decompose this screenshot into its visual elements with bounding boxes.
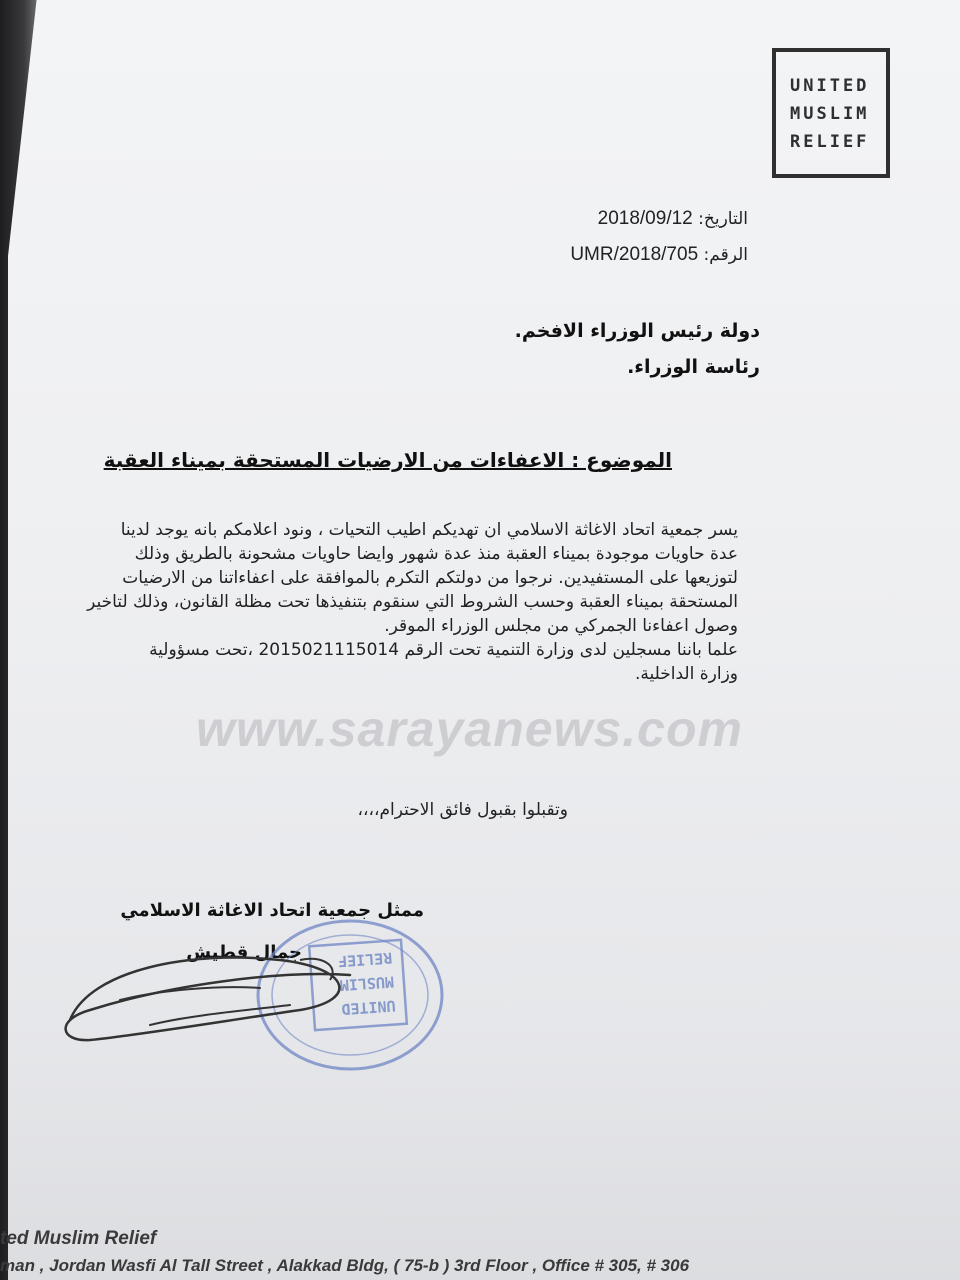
date-value: 2018/09/12: [597, 208, 693, 229]
reference-label: الرقم:: [703, 245, 748, 265]
date-label: التاريخ:: [698, 209, 748, 229]
addressee-line-2: رئاسة الوزراء.: [627, 356, 760, 378]
stamp-line-3: RELIEF: [337, 948, 393, 971]
signatory-organization: ممثل جمعية اتحاد الاغاثة الاسلامي: [120, 900, 424, 921]
reference-row: [570, 244, 748, 266]
body-line: علما باننا مسجلين لدى وزارة التنمية تحت الرقم 2015021115014 ،تحت مسؤولية: [149, 640, 738, 660]
footer-organization: ted Muslim Relief: [0, 1228, 157, 1249]
logo-line-1: UNITED: [790, 76, 870, 96]
stamp-line-1: UNITED: [340, 996, 397, 1019]
body-line: المستحقة بميناء العقبة وحسب الشروط التي سنقوم بتنفيذها تحت مظلة القانون، وذلك لتاخير: [87, 592, 738, 612]
logo-line-3: RELIEF: [790, 132, 870, 152]
logo-line-2: MUSLIM: [790, 104, 870, 124]
body-line: لتوزيعها على المستفيدين. نرجوا من دولتكم التكرم بالموافقة على اعفاءاتنا من الارضيات: [122, 568, 738, 588]
footer-address: man , Jordan Wasfi Al Tall Street , Alakkad Bldg, ( 75-b ) 3rd Floor , Office # 305, # 306: [0, 1256, 690, 1275]
stamp-line-2: MUSLIM: [339, 972, 395, 995]
united-muslim-relief-logo: [772, 48, 890, 178]
body-line: عدة حاويات موجودة بميناء العقبة منذ عدة شهور وايضا حاويات مشحونة بالطريق وذلك: [134, 544, 738, 564]
handwritten-signature: [50, 940, 393, 1060]
watermark: www.sarayanews.com: [196, 701, 743, 757]
addressee-line-1: دولة رئيس الوزراء الافخم.: [514, 320, 760, 342]
closing-line: وتقبلوا بقبول فائق الاحترام،،،،: [357, 800, 568, 820]
body-line: يسر جمعية اتحاد الاغاثة الاسلامي ان تهديكم اطيب التحيات ، ونود اعلامكم بانه يوجد لدينا: [120, 520, 738, 540]
body-line: وزارة الداخلية.: [635, 664, 738, 684]
reference-value: 2018/705/UMR: [570, 244, 699, 265]
letter-body: [87, 520, 738, 688]
date-row: [598, 208, 748, 230]
signatory-name: جمال قطيش: [186, 942, 302, 963]
body-line: وصول اعفاءنا الجمركي من مجلس الوزراء الموقر.: [384, 616, 738, 636]
letter-subject: الموضوع : الاعفاءات من الارضيات المستحقة بميناء العقبة: [103, 448, 672, 472]
